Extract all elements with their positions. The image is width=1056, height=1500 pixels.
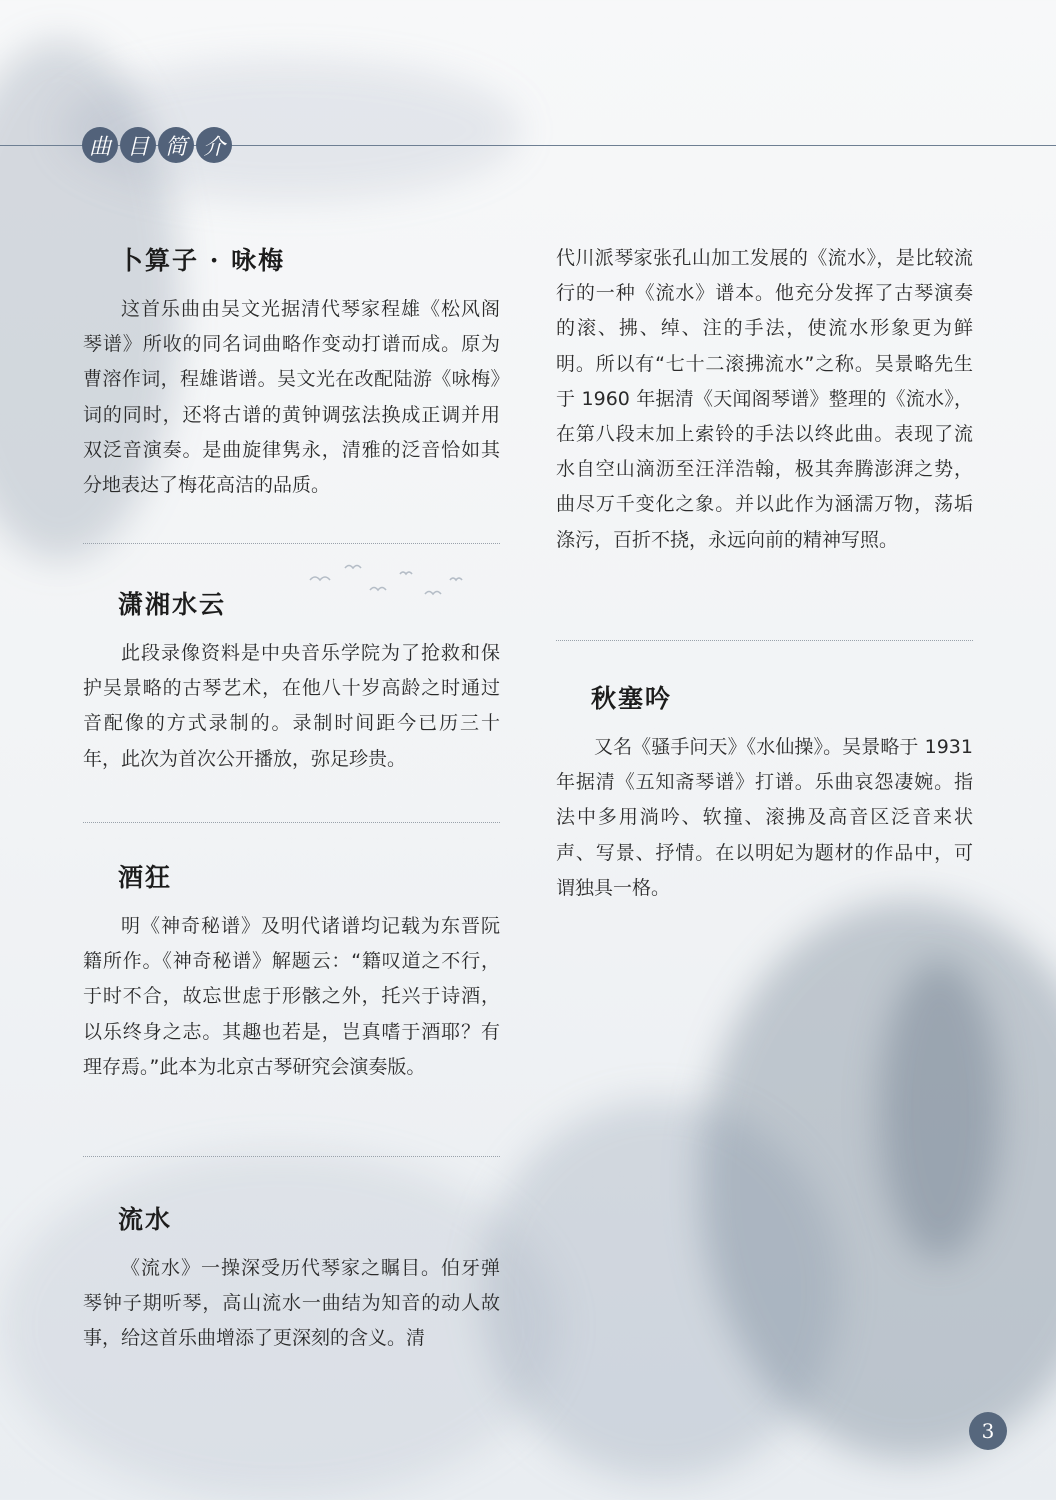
piece-description: 明《神奇秘谱》及明代诸谱均记载为东晋阮籍所作。《神奇秘谱》解题云：“籍叹道之不行，于时不合，故忘世虑于形骸之外，托兴于诗酒，以乐终身之志。其趣也若是，岂真嗜于酒耶？有理存焉。”此本为北京古琴研究会演奏版。 xyxy=(83,915,500,1078)
piece-section xyxy=(556,682,973,906)
heading-char-badge: 曲 xyxy=(82,127,118,163)
piece-description-continued: 代川派琴家张孔山加工发展的《流水》，是比较流行的一种《流水》谱本。他充分发挥了古琴演奏的滚、拂、绰、注的手法，使流水形象更为鲜明。所以有“七十二滚拂流水”之称。吴景略先生于 1960 年据清《天闻阁琴谱》整理的《流水》，在第八段末加上索铃的手法以终此曲。表现了流水自空山滴沥至汪洋浩翰，极其奔腾澎湃之势，曲尽万千变化之象。并以此作为涵濡万物，荡垢涤污，百折不挠，永远向前的精神写照。 xyxy=(556,247,973,551)
section-divider xyxy=(556,640,973,641)
piece-section xyxy=(83,588,500,777)
piece-description: 又名《骚手问天》《水仙操》。吴景略于 1931 年据清《五知斋琴谱》打谱。乐曲哀怨凄婉。指法中多用淌吟、软撞、滚拂及高音区泛音来状声、写景、抒情。在以明妃为题材的作品中，可谓独具一格。 xyxy=(556,736,973,899)
heading-char-badge: 简 xyxy=(158,127,194,163)
heading-char-badge: 介 xyxy=(196,127,232,163)
piece-description: 这首乐曲由吴文光据清代琴家程雄《松风阁琴谱》所收的同名词曲略作变动打谱而成。原为曹溶作词，程雄谐谱。吴文光在改配陆游《咏梅》词的同时，还将古谱的黄钟调弦法换成正调并用双泛音演奏。是曲旋律隽永，清雅的泛音恰如其分地表达了梅花高洁的品质。 xyxy=(83,298,500,497)
piece-section xyxy=(83,244,500,503)
piece-section xyxy=(83,1203,500,1357)
piece-section xyxy=(83,861,500,1085)
piece-title: 秋塞吟 xyxy=(591,684,673,713)
section-divider xyxy=(83,822,500,823)
section-divider xyxy=(83,1156,500,1157)
piece-title: 卜算子 · 咏梅 xyxy=(118,246,286,275)
piece-title: 流水 xyxy=(118,1205,173,1234)
piece-description: 《流水》一操深受历代琴家之瞩目。伯牙弹琴钟子期听琴，高山流水一曲结为知音的动人故事，给这首乐曲增添了更深刻的含义。清 xyxy=(83,1257,500,1350)
section-heading xyxy=(82,127,232,163)
piece-title: 酒狂 xyxy=(118,863,173,892)
ink-wash-decoration xyxy=(880,960,1000,1260)
page-number: 3 xyxy=(969,1412,1007,1450)
piece-section-continued xyxy=(556,241,973,558)
ink-wash-decoration xyxy=(480,1100,840,1480)
piece-description: 此段录像资料是中央音乐学院为了抢救和保护吴景略的古琴艺术，在他八十岁高龄之时通过音配像的方式录制的。录制时间距今已历三十年，此次为首次公开播放，弥足珍贵。 xyxy=(83,642,500,770)
section-divider xyxy=(83,543,500,544)
piece-title: 潇湘水云 xyxy=(118,590,227,619)
ink-wash-decoration xyxy=(700,900,1056,1460)
heading-char-badge: 目 xyxy=(120,127,156,163)
